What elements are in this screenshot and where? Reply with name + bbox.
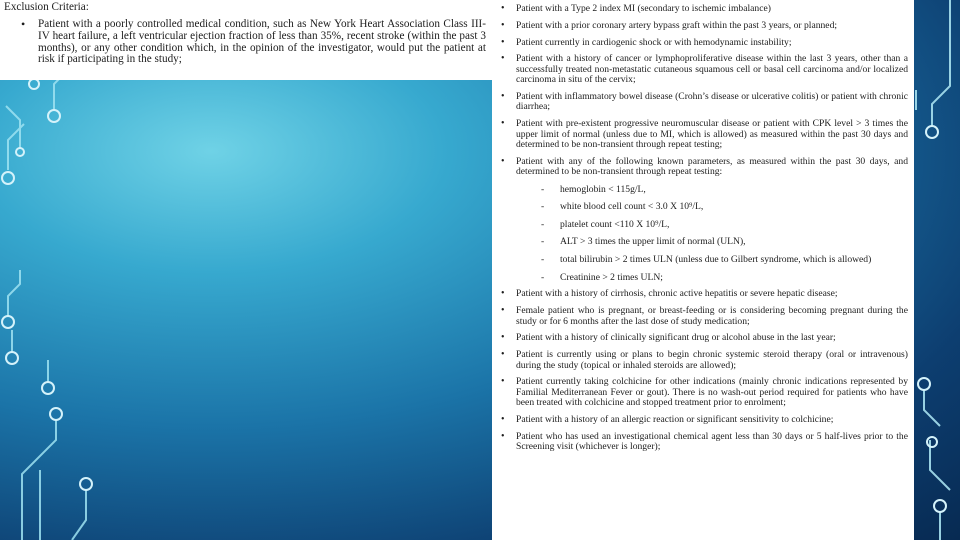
list-item-text: Patient with any of the following known parameters, as measured within the past 30 days, and determined to be non-transient through repeat testing: bbox=[516, 155, 908, 178]
list-item: • Patient with a Type 2 index MI (secondary to ischemic imbalance) bbox=[496, 4, 908, 14]
list-item: • Patient with a history of cancer or lymphoproliferative disease within the last 3 years, other than a successfully treated non-metastatic cutaneous squamous cell or basal cell carcinoma and/or localized carcinoma in situ of the cervix; bbox=[496, 54, 908, 85]
list-item: • Patient with a prior coronary artery bypass graft within the past 3 years, or planned; bbox=[496, 21, 908, 31]
sublist-item: - total bilirubin > 2 times ULN (unless due to Gilbert syndrome, which is allowed) bbox=[516, 255, 908, 265]
list-item: • Patient with a history of clinically significant drug or alcohol abuse in the last year; bbox=[496, 333, 908, 343]
list-item: • Patient with a poorly controlled medical condition, such as New York Heart Association Class III-IV heart failure, a left ventricular ejection fraction of less than 35%, recent stroke (within the past 3 months), or any other condition which, in the opinion of the investigator, would put the patient at risk if participating in the study; bbox=[4, 19, 486, 66]
list-item: • Patient currently in cardiogenic shock or with hemodynamic instability; bbox=[496, 38, 908, 48]
sublist-item: - platelet count <110 X 10⁹/L, bbox=[516, 220, 908, 230]
list-item: • Patient currently taking colchicine for other indications (mainly chronic indications represented by Familial Mediterranean Fever or gout). There is no wash-out period required for patients who have been treated with colchicine and stopped treatment prior to enrolment; bbox=[496, 377, 908, 408]
criteria-list-left bbox=[4, 19, 486, 66]
list-item: • Patient is currently using or plans to begin chronic systemic steroid therapy (oral or intravenous) during the study (topical or inhaled steroids are allowed); bbox=[496, 350, 908, 371]
list-item: • Patient with a history of an allergic reaction or significant sensitivity to colchicine; bbox=[496, 415, 908, 425]
lab-parameter-sublist bbox=[516, 185, 908, 283]
criteria-list-right bbox=[496, 4, 908, 453]
list-item: • Patient with inflammatory bowel disease (Crohn’s disease or ulcerative colitis) or patient with chronic diarrhea; bbox=[496, 92, 908, 113]
exclusion-criteria-panel-left bbox=[0, 0, 492, 80]
exclusion-criteria-heading: Exclusion Criteria: bbox=[4, 1, 89, 13]
sublist-item: - Creatinine > 2 times ULN; bbox=[516, 273, 908, 283]
list-item: • Patient with a history of cirrhosis, chronic active hepatitis or severe hepatic disease; bbox=[496, 289, 908, 299]
list-item-lab-parameters bbox=[496, 157, 908, 283]
list-item: • Patient who has used an investigational chemical agent less than 30 days or 5 half-lives prior to the Screening visit (whichever is longer); bbox=[496, 432, 908, 453]
sublist-item: - white blood cell count < 3.0 X 10⁹/L, bbox=[516, 202, 908, 212]
sublist-item: - ALT > 3 times the upper limit of normal (ULN), bbox=[516, 237, 908, 247]
exclusion-criteria-panel-right bbox=[492, 0, 914, 540]
list-item: • Patient with pre-existent progressive neuromuscular disease or patient with CPK level > 3 times the upper limit of normal (unless due to MI, which is allowed) as measured within the past 30 days and determined to be non-transient through repeat testing; bbox=[496, 119, 908, 150]
list-item: • Female patient who is pregnant, or breast-feeding or is considering becoming pregnant during the study or for 6 months after the last dose of study medication; bbox=[496, 306, 908, 327]
sublist-item: - hemoglobin < 115g/L, bbox=[516, 185, 908, 195]
